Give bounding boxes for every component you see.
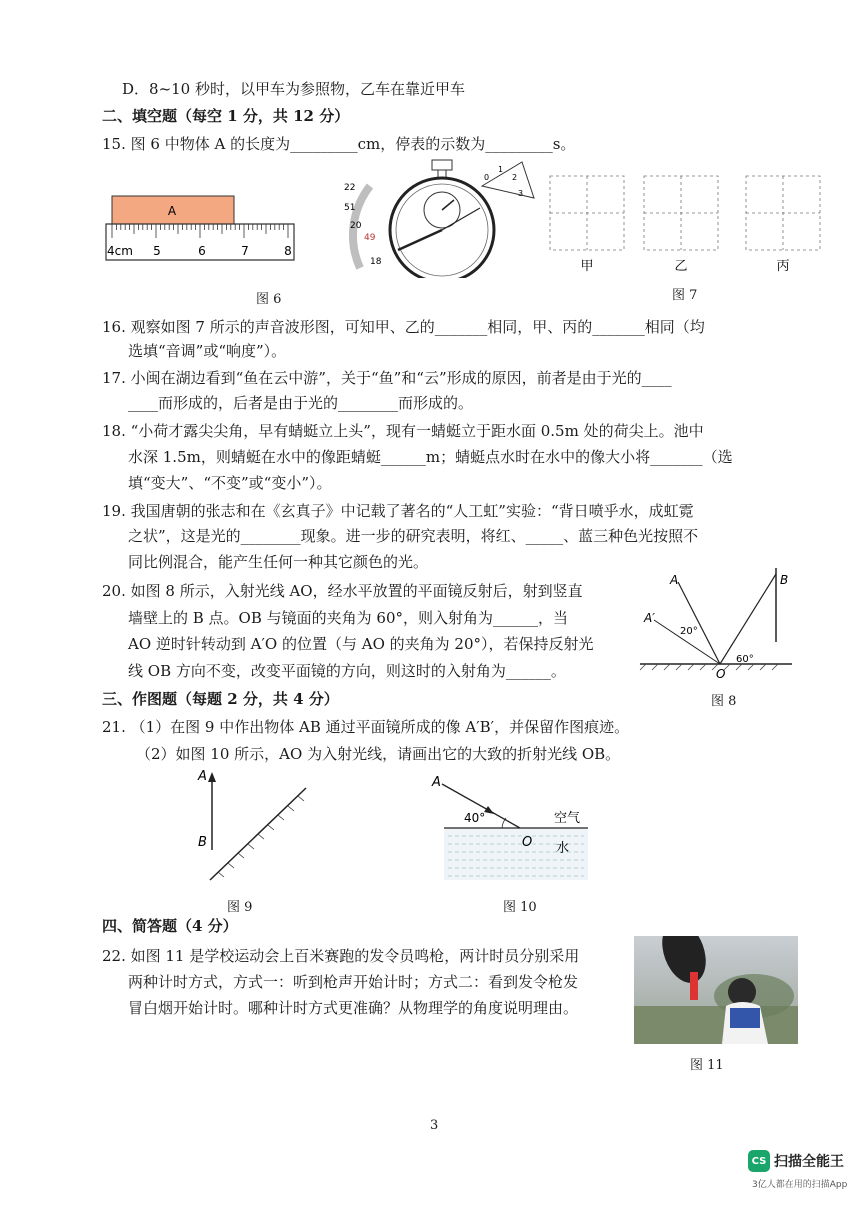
section-4-heading: 四、简答题（4 分） [102,917,238,935]
inner-scale-1: 1 [498,165,504,174]
figure-9-caption: 图 9 [227,900,253,915]
question-18-line-3: 填“变大”、“不变”或“变小”）。 [128,474,332,492]
figure-9-mirror [196,768,316,888]
point-a: A [670,573,679,587]
point-o: O [716,667,726,680]
figure-8-caption: 图 8 [711,694,737,709]
question-22-line-3: 冒白烟开始计时。哪种计时方式更准确？从物理学的角度说明理由。 [128,999,579,1017]
figure-6-caption: 图 6 [256,292,282,307]
angle-40: 40° [464,811,486,825]
question-20-line-1: 20. 如图 8 所示，入射光线 AO，经水平放置的平面镜反射后，射到竖直 [102,582,583,600]
object-a-label: A [167,204,177,218]
figure-8-reflection-diagram [636,560,796,680]
cs-logo-icon: CS [748,1150,770,1172]
question-21-part-2: （2）如图 10 所示，AO 为入射光线，请画出它的大致的折射光线 OB。 [136,745,621,763]
outer-scale-51: 51 [344,203,356,213]
ruler-label-4cm: 4cm [107,244,133,258]
question-22-line-1: 22. 如图 11 是学校运动会上百米赛跑的发令员鸣枪，两计时员分别采用 [102,947,580,965]
label-air: 空气 [554,811,581,826]
question-20-line-2: 墙壁上的 B 点。OB 与镜面的夹角为 60°，则入射角为______，当 [128,609,569,627]
question-20-line-3: AO 逆时针转动到 A′O 的位置（与 AO 的夹角为 20°），若保持反射光 [128,635,594,653]
question-19-line-2: 之状”，这是光的________现象。进一步的研究表明，将红、_____、蓝三种色光按照不 [128,527,699,545]
scanner-brand [748,1150,844,1172]
question-22-line-2: 两种计时方式，方式一：听到枪声开始计时；方式二：看到发令枪发 [128,973,579,991]
page-number: 3 [430,1118,439,1133]
ruler-label-7: 7 [241,244,249,258]
ruler-label-8: 8 [284,244,292,258]
question-17-line-1: 17. 小闽在湖边看到“鱼在云中游”，关于“鱼”和“云”形成的原因，前者是由于光的____ [102,369,672,387]
point-b: B [780,573,789,587]
outer-scale-22: 22 [344,183,356,193]
point-a: A [198,769,207,784]
brand-name: 扫描全能王 [774,1154,844,1170]
point-a: A [432,775,441,790]
label-water: 水 [556,841,570,856]
figure-7-caption: 图 7 [672,288,698,303]
question-15: 15. 图 6 中物体 A 的长度为_________cm，停表的示数为_________s。 [102,135,576,153]
outer-scale-20: 20 [350,221,362,231]
question-19-line-3: 同比例混合，能产生任何一种其它颜色的光。 [128,553,429,571]
question-18-line-1: 18. “小荷才露尖尖角，早有蜻蜓立上头”，现有一蜻蜓立于距水面 0.5m 处的荷尖上。池中 [102,422,704,440]
figure-6-stopwatch [312,158,542,278]
figure-10-refraction [424,770,594,890]
angle-60: 60° [736,654,754,665]
section-3-heading: 三、作图题（每题 2 分，共 4 分） [102,690,339,708]
inner-scale-2: 2 [512,173,518,182]
question-18-line-2: 水深 1.5m，则蜻蜓在水中的像距蜻蜓______m；蜻蜓点水时在水中的像大小将_______（选 [128,448,733,466]
waveform-label-yi: 乙 [674,259,688,274]
question-17-line-2: ____而形成的，后者是由于光的________而形成的。 [128,394,474,412]
point-b: B [198,835,207,850]
outer-scale-49: 49 [364,233,376,243]
ruler-label-5: 5 [153,244,161,258]
figure-11-starter-photo [634,936,798,1044]
figure-7-waveforms [548,172,828,282]
waveform-label-bing: 丙 [776,259,790,274]
question-16-line-1: 16. 观察如图 7 所示的声音波形图，可知甲、乙的_______相同，甲、丙的_______相同（均 [102,318,705,336]
brand-tagline: 3亿人都在用的扫描App [752,1180,848,1190]
point-a-prime: A′ [644,611,655,625]
figure-6-ruler [100,192,300,267]
inner-scale-0: 0 [484,173,490,182]
waveform-label-jia: 甲 [580,259,594,274]
section-2-heading: 二、填空题（每空 1 分，共 12 分） [102,107,350,125]
option-d: D．8~10 秒时，以甲车为参照物，乙车在靠近甲车 [122,80,465,98]
question-20-line-4: 线 OB 方向不变，改变平面镜的方向，则这时的入射角为______。 [128,662,566,680]
question-21-part-1: 21. （1）在图 9 中作出物体 AB 通过平面镜所成的像 A′B′，并保留作图痕迹。 [102,718,630,736]
angle-20: 20° [680,626,698,637]
inner-scale-3: 3 [518,189,524,198]
outer-scale-18: 18 [370,257,382,267]
figure-10-caption: 图 10 [503,900,537,915]
point-o: O [522,835,533,850]
figure-11-caption: 图 11 [690,1058,724,1073]
ruler-label-6: 6 [198,244,206,258]
question-19-line-1: 19. 我国唐朝的张志和在《玄真子》中记载了著名的“人工虹”实验：“背日喷乎水，成虹霓 [102,502,694,520]
question-16-line-2: 选填“音调”或“响度”）。 [128,342,287,360]
